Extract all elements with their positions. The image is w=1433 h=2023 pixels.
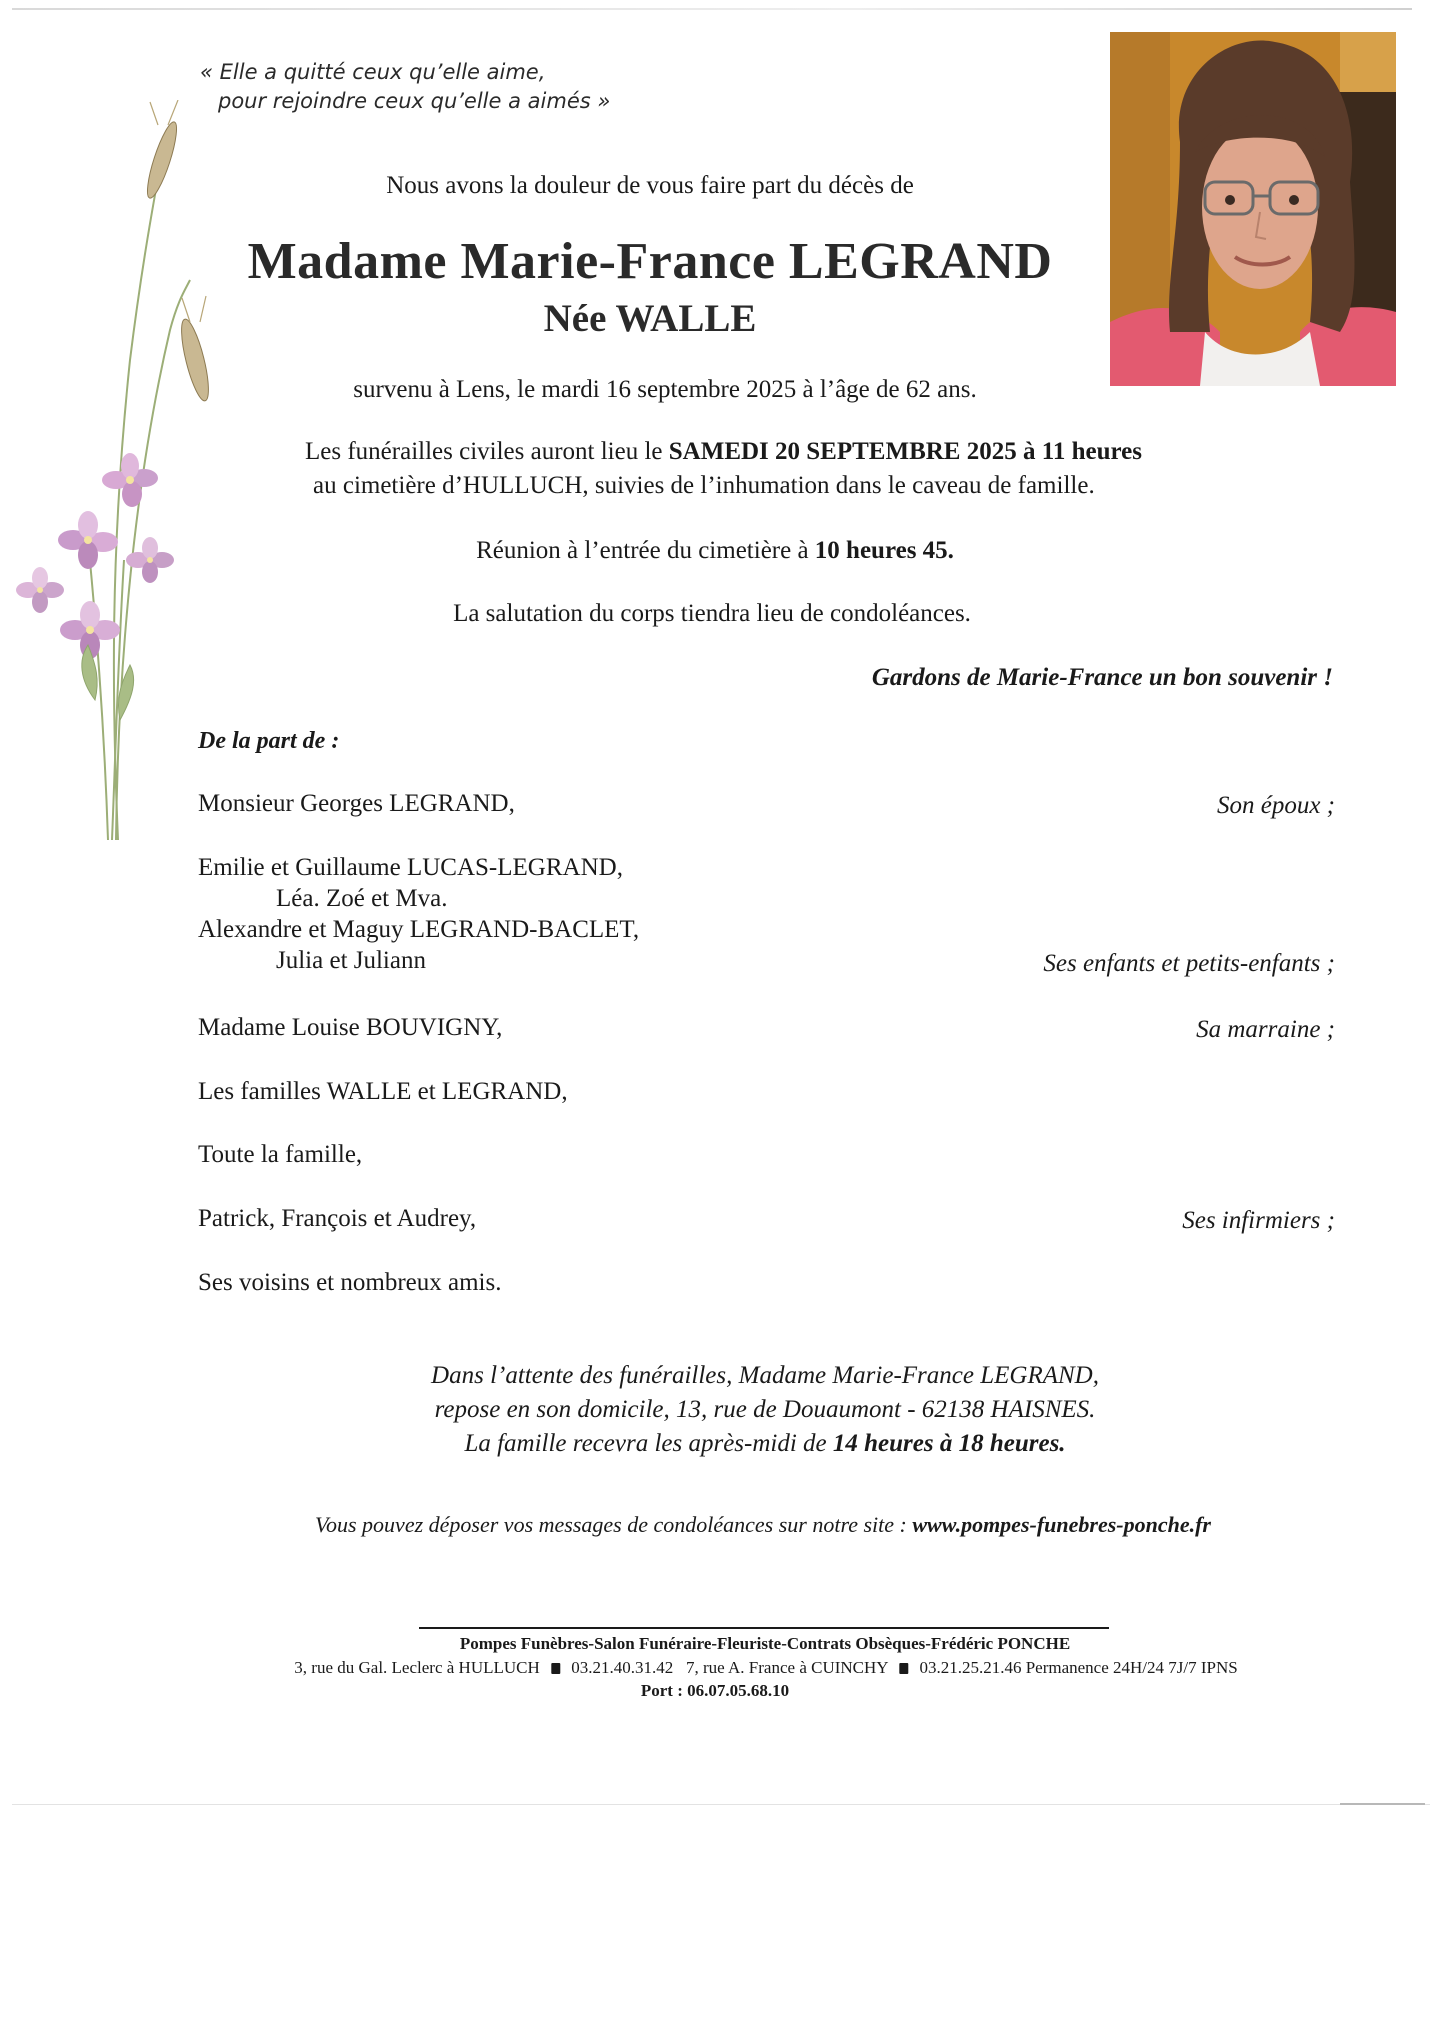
meeting-time: 10 heures 45. — [814, 537, 954, 564]
website-prefix: Vous pouvez déposer vos messages de condoléances sur notre site : — [315, 1512, 913, 1537]
mourner-relation: Ses enfants et petits-enfants ; — [1043, 950, 1335, 977]
funeral-place-line: au cimetière d’HULLUCH, suivies de l’inhumation dans le caveau de famille. — [313, 472, 1095, 499]
deceased-name: Madame Marie-France LEGRAND — [247, 233, 1053, 290]
footer-mobile: Port : 06.07.05.68.10 — [640, 1681, 790, 1700]
announcement-intro: Nous avons la douleur de vous faire part du décès de — [386, 172, 914, 199]
from-heading: De la part de : — [198, 728, 340, 754]
footer-rule — [419, 1627, 1109, 1629]
website-link[interactable]: www.pompes-funebres-ponche.fr — [912, 1512, 1211, 1537]
remember-line: Gardons de Marie-France un bon souvenir ! — [871, 664, 1333, 691]
wheat-ear-2 — [176, 317, 210, 403]
bottom-edge-mark — [1340, 1803, 1425, 1805]
wheat-ear-1 — [142, 119, 182, 200]
portrait-photo — [1110, 32, 1396, 386]
footer-phone-cuinchy: 03.21.25.21.46 — [919, 1658, 1022, 1677]
mourner-name: Julia et Juliann — [276, 947, 426, 974]
footer-company: Pompes Funèbres-Salon Funéraire-Fleuriste-Contrats Obsèques-Frédéric PONCHE — [459, 1634, 1071, 1653]
epigraph — [200, 58, 610, 116]
wake-line-1: Dans l’attente des funérailles, Madame Marie-France LEGRAND, — [431, 1362, 1099, 1389]
wake-hours-prefix: La famille recevra les après-midi de — [464, 1430, 833, 1457]
wake-line-3 — [464, 1430, 1065, 1458]
top-edge-shadow — [12, 8, 1412, 10]
footer-addresses — [294, 1658, 1237, 1678]
mourner-relation: Sa marraine ; — [1196, 1016, 1335, 1043]
funeral-date-line — [305, 438, 1142, 466]
mourner-relation: Ses infirmiers ; — [1182, 1207, 1335, 1234]
bottom-edge-line — [12, 1804, 1430, 1805]
wheat-and-flowers-decoration — [0, 100, 210, 860]
epigraph-line-2: pour rejoindre ceux qu’elle a aimés » — [218, 89, 611, 113]
footer-phone-hulluch: 03.21.40.31.42 — [571, 1658, 674, 1677]
violet-flowers — [16, 453, 174, 659]
death-details: survenu à Lens, le mardi 16 septembre 2025 à l’âge de 62 ans. — [353, 376, 977, 403]
mourner-name: Toute la famille, — [198, 1141, 363, 1168]
footer-address-hulluch: 3, rue du Gal. Leclerc à HULLUCH — [294, 1658, 540, 1677]
wake-hours: 14 heures à 18 heures. — [832, 1430, 1066, 1457]
mourner-name: Madame Louise BOUVIGNY, — [198, 1014, 503, 1041]
footer-address-cuinchy: 7, rue A. France à CUINCHY — [686, 1658, 888, 1677]
funeral-date-prefix: Les funérailles civiles auront lieu le — [305, 438, 669, 465]
meeting-prefix: Réunion à l’entrée du cimetière à — [476, 537, 815, 564]
phone-icon — [551, 1663, 560, 1674]
epigraph-line-1: « Elle a quitté ceux qu’elle aime, — [200, 60, 546, 84]
mourner-name: Monsieur Georges LEGRAND, — [198, 790, 515, 817]
salutation-line: La salutation du corps tiendra lieu de condoléances. — [453, 600, 971, 627]
footer-permanence: Permanence 24H/24 7J/7 IPNS — [1025, 1658, 1238, 1677]
mourner-relation: Son époux ; — [1216, 792, 1335, 819]
phone-icon — [899, 1663, 908, 1674]
mourner-name: Ses voisins et nombreux amis. — [198, 1269, 502, 1296]
wake-line-2: repose en son domicile, 13, rue de Douaumont - 62138 HAISNES. — [434, 1396, 1096, 1423]
mourner-name: Patrick, François et Audrey, — [198, 1205, 477, 1232]
mourner-name: Les familles WALLE et LEGRAND, — [198, 1078, 568, 1105]
funeral-date-bold: SAMEDI 20 SEPTEMBRE 2025 à 11 heures — [668, 438, 1142, 465]
mourner-name: Emilie et Guillaume LUCAS-LEGRAND, — [198, 854, 623, 881]
mourner-name: Alexandre et Maguy LEGRAND-BACLET, — [198, 916, 640, 943]
website-line — [315, 1512, 1211, 1538]
maiden-name: Née WALLE — [543, 297, 757, 340]
meeting-line — [476, 537, 954, 565]
mourner-name: Léa. Zoé et Mva. — [276, 885, 448, 912]
